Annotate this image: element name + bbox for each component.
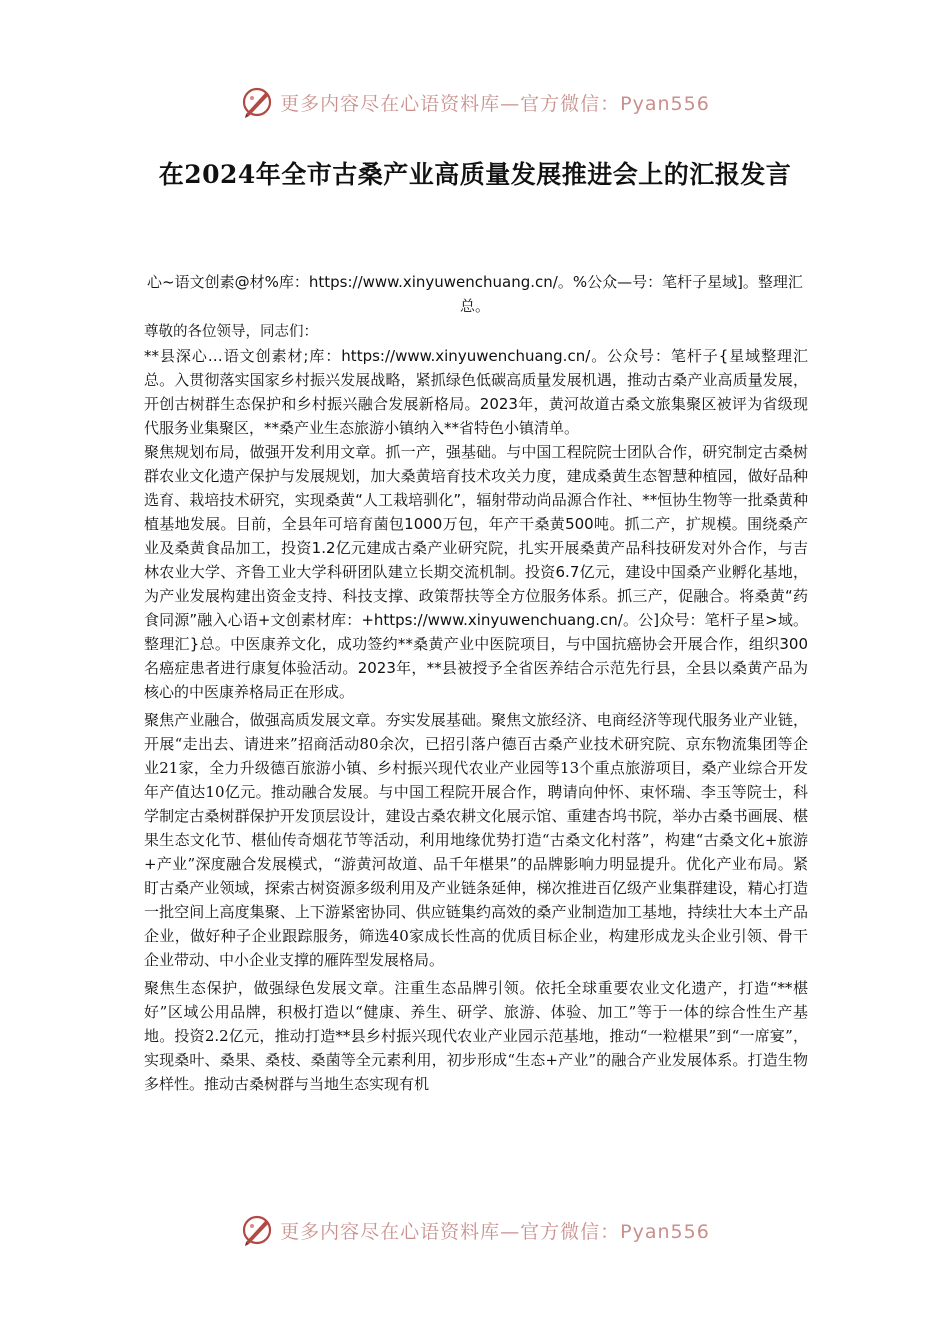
header-banner-text [280, 89, 710, 116]
page-title: 在2024年全市古桑产业高质量发展推进会上的汇报发言 [158, 160, 792, 189]
source-note: 心~语文创素@材%库：https://www.xinyuwenchuang.cn/。%公众—号：笔杆子星域]。整理汇总。 [147, 273, 803, 315]
footer-banner-text [280, 1217, 710, 1244]
footer-banner-label: 更多内容尽在心语资料库—官方微信： [280, 1220, 621, 1243]
paragraph-intro: **县深心…语文创素材;库：https://www.xinyuwenchuang.cn/。公众号：笔杆子{星域整理汇总。入贯彻落实国家乡村振兴发展战略，紧抓绿色低碳高质量发展机遇，推动古桑产业高质量发展，开创古树群生态保护和乡村振兴融合发展新格局。2023年，黄河故道古桑文旅集聚区被评为省级现代服务业集聚区，**桑产业生态旅游小镇纳入**省特色小镇清单。 [144, 347, 808, 437]
paragraph-ecology: 聚焦生态保护，做强绿色发展文章。注重生态品牌引领。依托全球重要农业文化遗产，打造“**椹好”区域公用品牌，积极打造以“健康、养生、研学、旅游、体验、加工”等于一体的综合性生产基地。投资2.2亿元，推动打造**县乡村振兴现代农业产业园示范基地，推动“一粒椹果”到“一席宴”，实现桑叶、桑果、桑枝、桑菌等全元素利用，初步形成“生态+产业”的融合产业发展体系。打造生物多样性。推动古桑树群与当地生态实现有机 [144, 979, 808, 1093]
footer-banner [0, 1210, 950, 1250]
paragraph-integration: 聚焦产业融合，做强高质发展文章。夯实发展基础。聚焦文旅经济、电商经济等现代服务业产业链，开展“走出去、请进来”招商活动80余次，已招引落户德百古桑产业技术研究院、京东物流集团等企业21家，全力升级德百旅游小镇、乡村振兴现代农业产业园等13个重点旅游项目，桑产业综合开发年产值达10亿元。推动融合发展。与中国工程院开展合作，聘请向仲怀、束怀瑞、李玉等院士，科学制定古桑树群保护开发顶层设计，建设古桑农耕文化展示馆、重建杏坞书院，举办古桑书画展、椹果生态文化节、椹仙传奇烟花节等活动，利用地缘优势打造“古桑文化村落”，构建“古桑文化+旅游+产业”深度融合发展模式，“游黄河故道、品千年椹果”的品牌影响力明显提升。优化产业布局。紧盯古桑产业领域，探索古树资源多级利用及产业链条延伸，梯次推进百亿级产业集群建设，精心打造一批空间上高度集聚、上下游紧密协同、供应链集约高效的桑产业制造加工基地，持续壮大本土产品企业，做好种子企业跟踪服务，筛选40家成长性高的优质目标企业，构建形成龙头企业引领、骨干企业带动、中小企业支撑的雁阵型发展格局。 [144, 711, 808, 969]
pen-logo-icon [240, 1213, 274, 1247]
salutation: 尊敬的各位领导，同志们： [144, 324, 318, 340]
footer-banner-wechat-id: Pyan556 [620, 1220, 710, 1243]
header-banner [0, 82, 950, 122]
header-banner-label: 更多内容尽在心语资料库—官方微信： [280, 92, 621, 115]
document-body [144, 320, 808, 1096]
paragraph-planning: 聚焦规划布局，做强开发利用文章。抓一产，强基础。与中国工程院院士团队合作，研究制定古桑树群农业文化遗产保护与发展规划，加大桑黄培育技术攻关力度，建成桑黄生态智慧种植园，做好品种选育、栽培技术研究，实现桑黄“人工栽培驯化”，辐射带动尚品源合作社、**恒协生物等一批桑黄种植基地发展。目前，全县年可培育菌包1000万包，年产干桑黄500吨。抓二产，扩规模。围绕桑产业及桑黄食品加工，投资1.2亿元建成古桑产业研究院，扎实开展桑黄产品科技研发对外合作，与吉林农业大学、齐鲁工业大学科研团队建立长期交流机制。投资6.7亿元，建设中国桑产业孵化基地，为产业发展构建出资金支持、科技支撑、政策帮扶等全方位服务体系。抓三产，促融合。将桑黄“药食同源”融入心语+文创素材库：+https://www.xinyuwenchuang.cn/。公]众号：笔杆子星>域。整理汇}总。中医康养文化，成功签约**桑黄产业中医院项目，与中国抗癌协会开展合作，组织300名癌症患者进行康复体验活动。2023年，**县被授予全省医养结合示范先行县，全县以桑黄产品为核心的中医康养格局正在形成。 [144, 443, 808, 701]
pen-logo-icon [240, 85, 274, 119]
header-banner-wechat-id: Pyan556 [620, 92, 710, 115]
